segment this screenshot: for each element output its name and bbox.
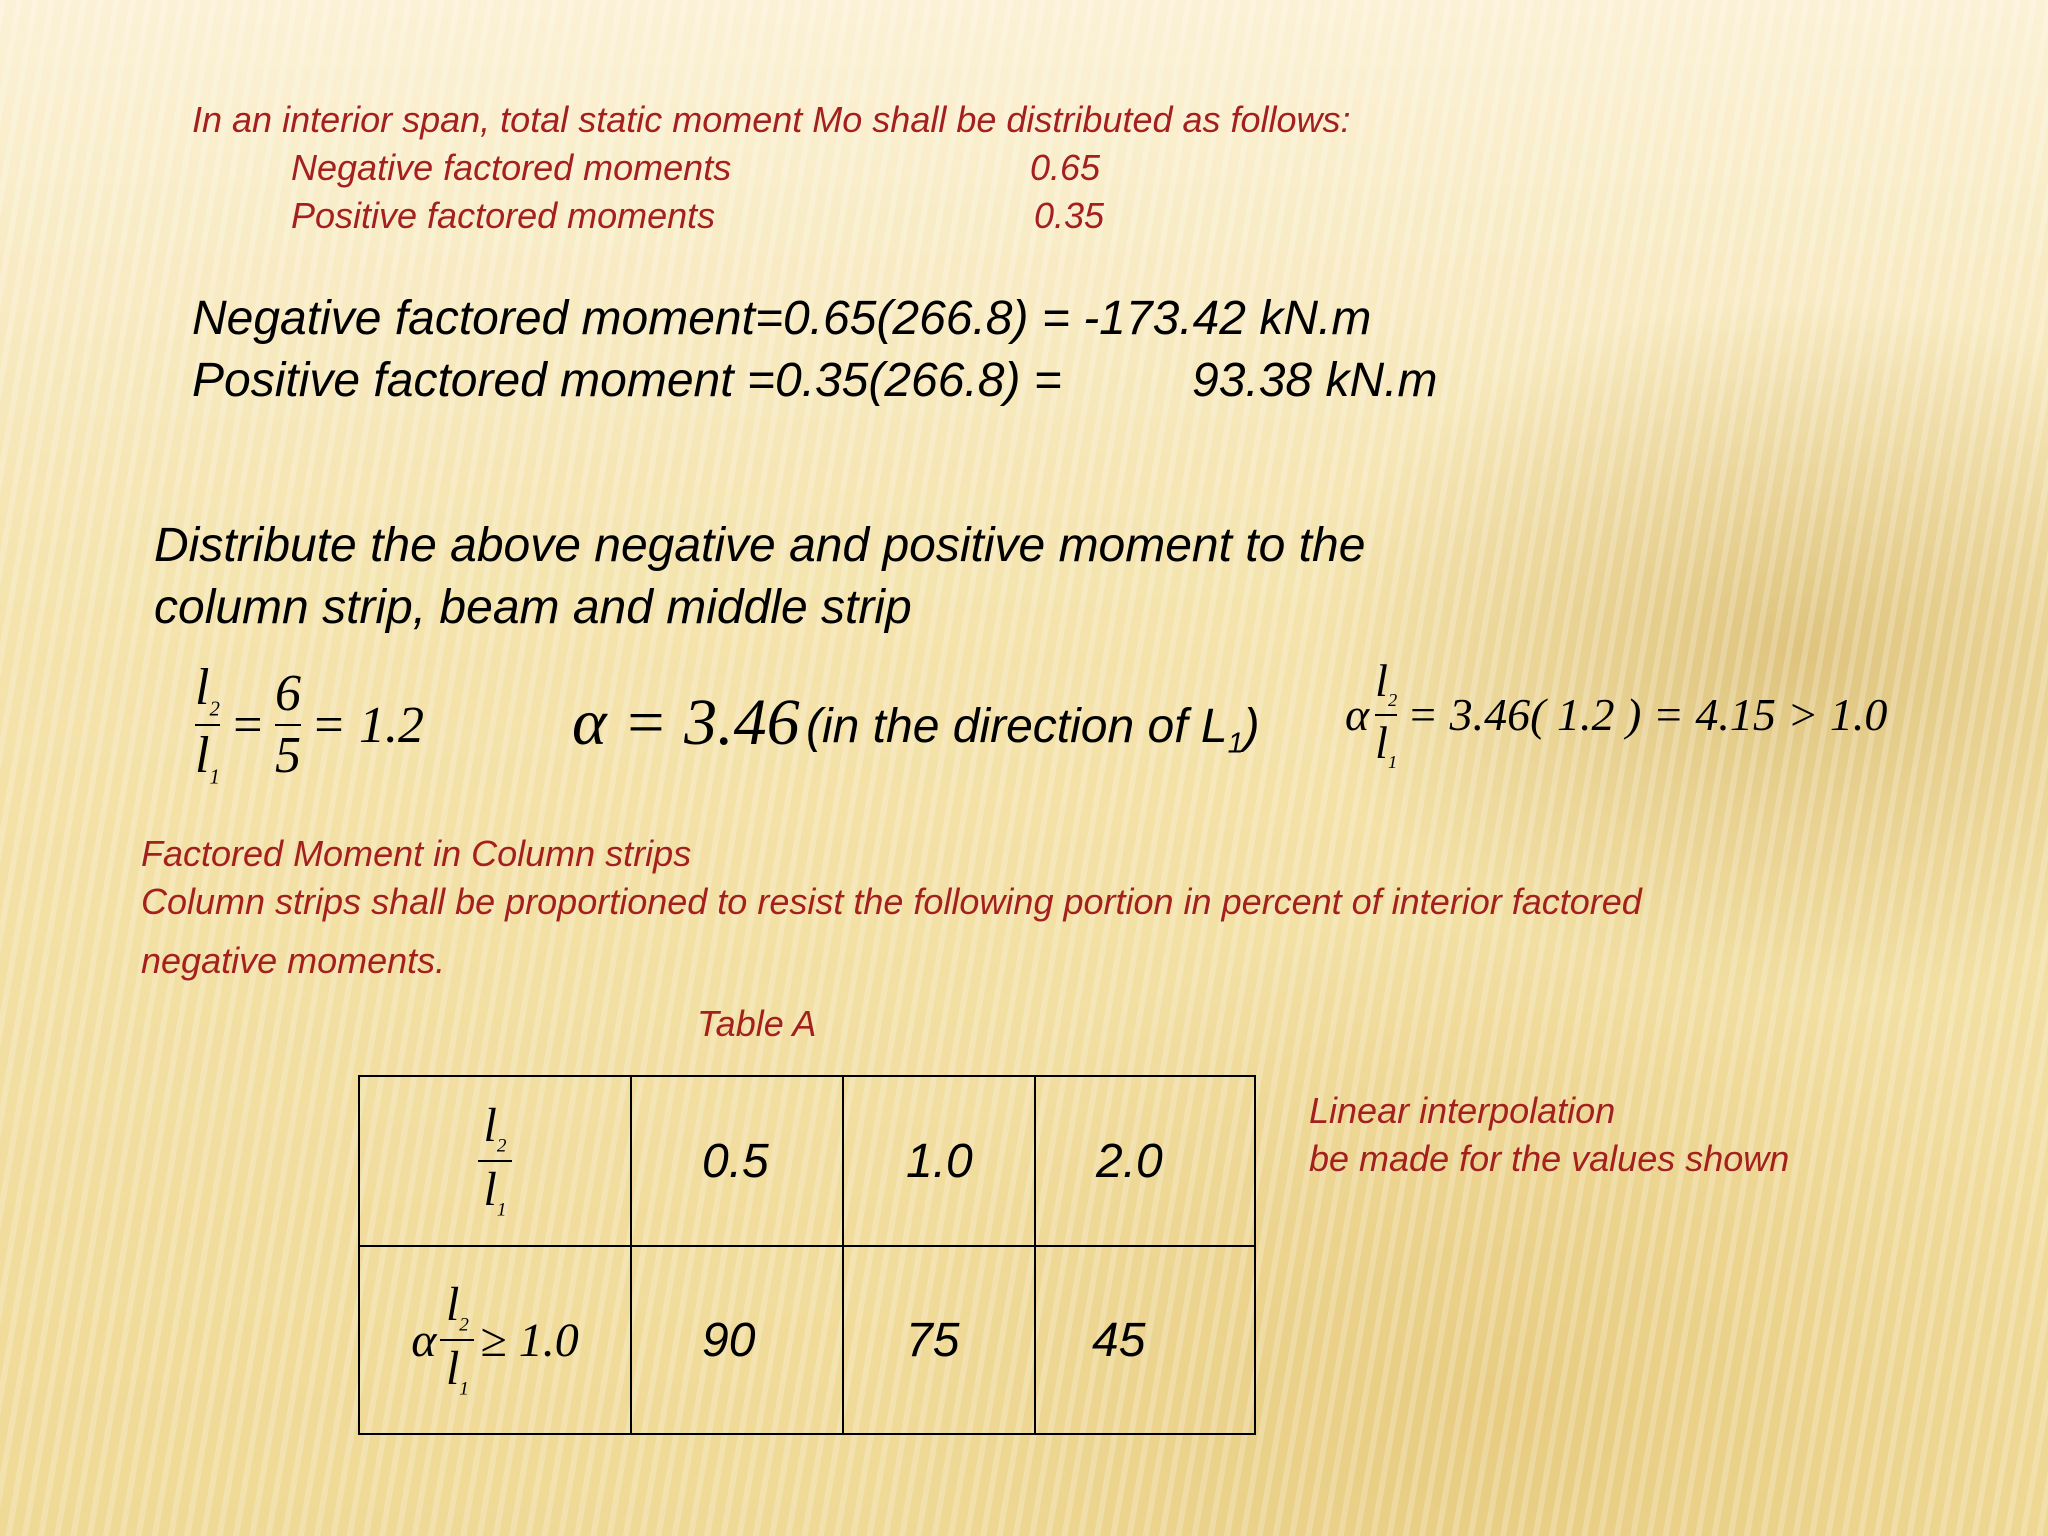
l2-over-l1-fraction: $\frac{l_2}{l_1}$ xyxy=(195,659,220,789)
table-row xyxy=(359,1246,1255,1434)
alpha-product-result: = 3.46( 1.2 ) = 4.15 > 1.0 xyxy=(1407,689,1888,741)
positive-moment-coefficient: 0.35 xyxy=(1034,195,1105,236)
interpolation-note-2: be made for the values shown xyxy=(1309,1138,1790,1179)
ratio-result: = 1.2 xyxy=(310,696,425,754)
positive-moment-result: 93.38 kN.m xyxy=(1192,354,1438,407)
negative-moment-calc: Negative factored moment=0.65(266.8) = -173.42 kN.m xyxy=(192,292,1372,345)
table-header-row xyxy=(359,1076,1255,1246)
alpha-l2-over-l1-fraction: $\frac{l_2}{l_1}$ xyxy=(1375,655,1398,772)
distribute-line-2: column strip, beam and middle strip xyxy=(154,581,912,634)
span-ratio-equation: $\frac{l_2}{l_1}$ = $\frac{6}{5}$ = 1.2 xyxy=(195,659,425,789)
table-cell: 2.0 xyxy=(1035,1076,1255,1246)
direction-note: (in the direction of $L_1$) xyxy=(806,700,1260,760)
table-cell: 1.0 xyxy=(843,1076,1035,1246)
table-cell: 0.5 xyxy=(631,1076,843,1246)
intro-line: In an interior span, total static moment Mo shall be distributed as follows: xyxy=(192,99,1351,140)
table-caption: Table A xyxy=(697,1003,817,1044)
column-strips-title: Factored Moment in Column strips xyxy=(141,833,692,874)
distribute-line-1: Distribute the above negative and positive moment to the xyxy=(154,519,1366,572)
alpha-value: α = 3.46 xyxy=(572,686,800,759)
positive-moment-calc: Positive factored moment =0.35(266.8) = xyxy=(192,354,1062,407)
positive-moment-label: Positive factored moments xyxy=(291,195,716,236)
alpha-product-equation: α $\frac{l_2}{l_1}$ = 3.46( 1.2 ) = 4.15 > 1.0 xyxy=(1345,655,1888,772)
negative-moment-label: Negative factored moments xyxy=(291,147,732,188)
interpolation-note-1: Linear interpolation xyxy=(1309,1090,1616,1131)
table-cell: 90 xyxy=(631,1246,843,1434)
six-over-five-fraction: $\frac{6}{5}$ xyxy=(274,665,301,785)
column-strips-desc-2: negative moments. xyxy=(141,940,446,981)
column-strips-desc-1: Column strips shall be proportioned to resist the following portion in percent of interior factored xyxy=(141,881,1642,922)
alpha-condition-cell: α $\frac{l_2}{l_1}$ ≥ 1.0 xyxy=(359,1246,631,1434)
negative-moment-coefficient: 0.65 xyxy=(1030,147,1101,188)
table-cell: 75 xyxy=(843,1246,1035,1434)
ratio-header-cell: $\frac{l_2}{l_1}$ xyxy=(359,1076,631,1246)
table-cell: 45 xyxy=(1035,1246,1255,1434)
table-a xyxy=(358,1075,1256,1435)
